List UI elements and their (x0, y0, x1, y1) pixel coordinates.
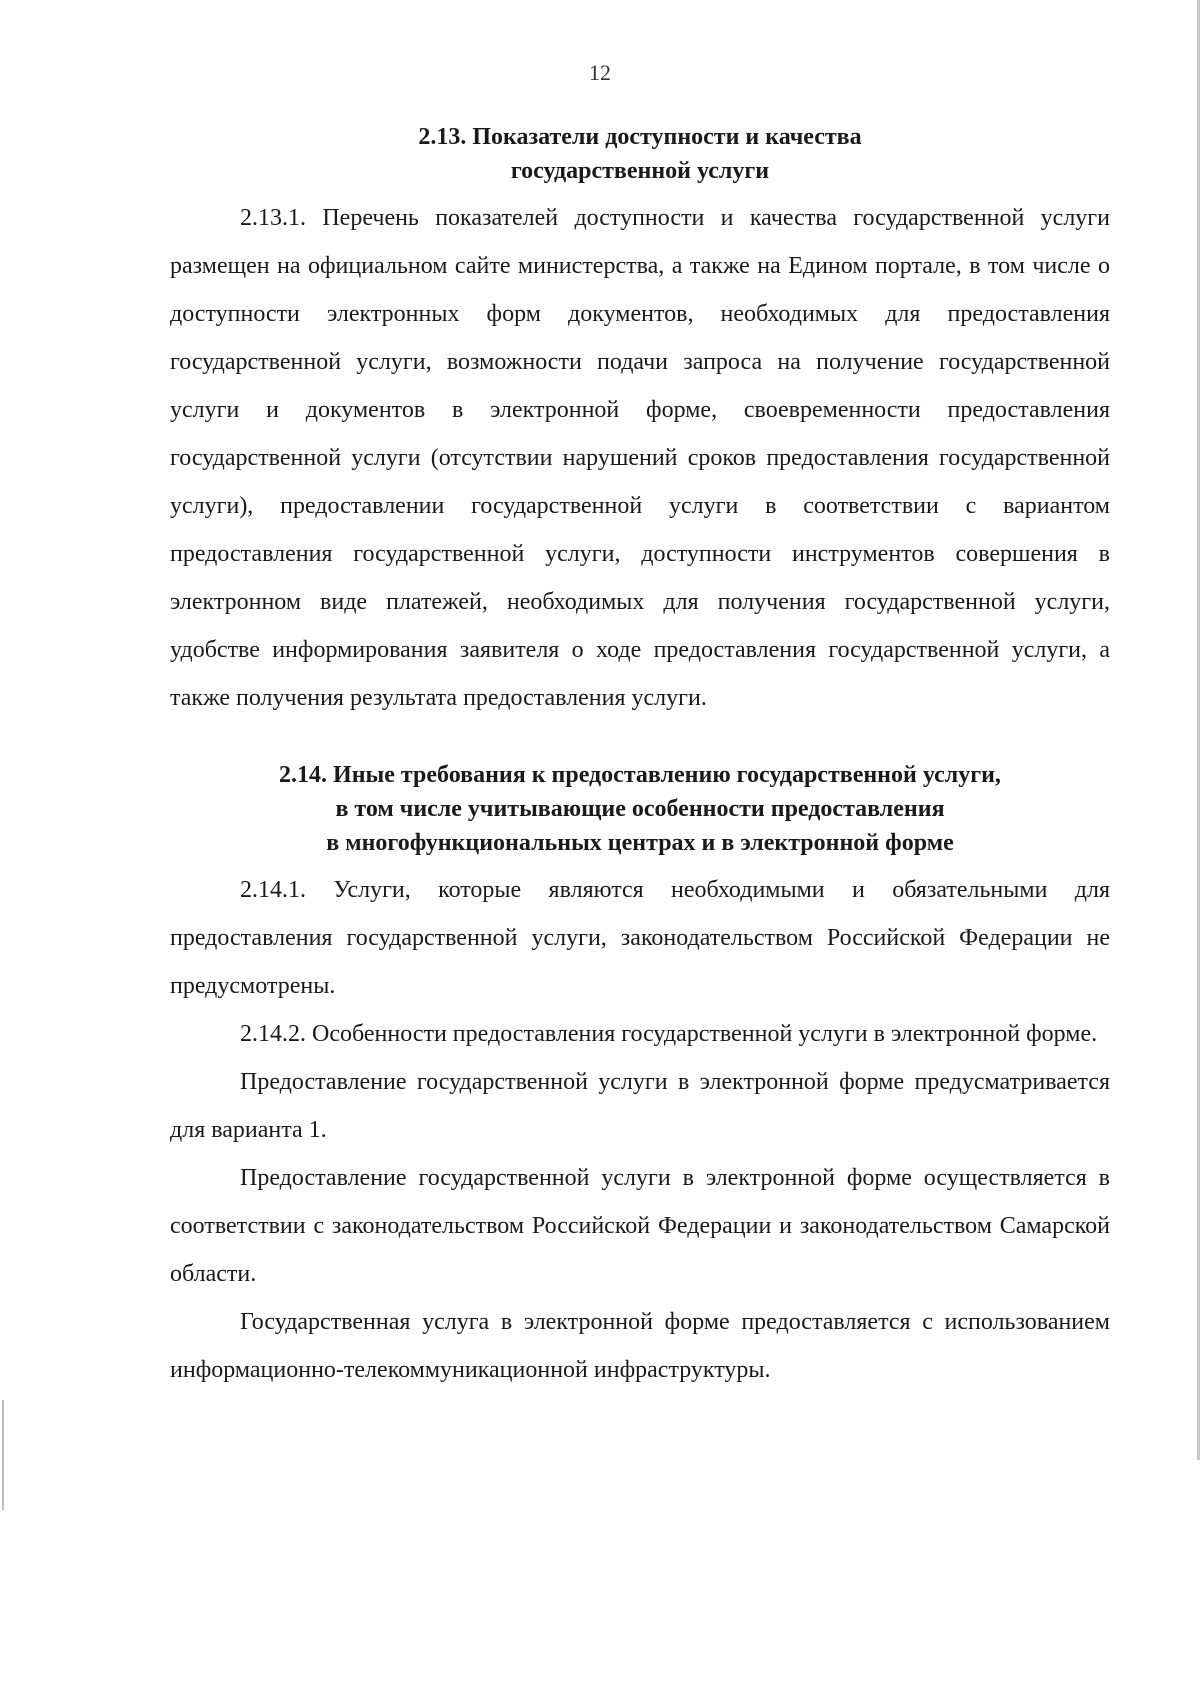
paragraph-2-14-2: 2.14.2. Особенности предоставления государственной услуги в электронной форме. (240, 1021, 1098, 1047)
paragraph-2-13-1: 2.13.1. Перечень показателей доступности и качества государственной услуги размещен на официальном сайте министерства, а также на Едином портале, в том числе о доступности электронных форм документов, необходимых для предоставления государственной услуги, возможности подачи запроса на получение государственной услуги и документов в электронной форме, своевременности предоставления государственной услуги (отсутствии нарушений сроков предоставления государственной услуги), предоставлении государственной услуги в соответствии с вариантом предоставления государственной услуги, доступности инструментов совершения в электронном виде платежей, необходимых для получения государственной услуги, удобстве информирования заявителя о ходе предоставления государственной услуги, а также получения результата предоставления услуги. (170, 205, 1110, 711)
page-number: 12 (589, 60, 611, 85)
section-2-13-title-line2: государственной услуги (510, 158, 770, 184)
section-2-13-title-line1: 2.13. Показатели доступности и качества (418, 124, 862, 150)
section-2-13-heading (170, 120, 1110, 188)
section-2-14-title-line1: 2.14. Иные требования к предоставлению государственной услуги, (279, 762, 1001, 788)
document-body (170, 120, 1110, 1394)
section-2-14-title-line2: в том числе учитывающие особенности предоставления (335, 796, 945, 822)
paragraph-infrastructure: Государственная услуга в электронной форме предоставляется с использованием информационно-телекоммуникационной инфраструктуры. (170, 1309, 1110, 1383)
paragraph-electronic-form-variant: Предоставление государственной услуги в электронной форме предусматривается для варианта 1. (170, 1069, 1110, 1143)
section-2-14-heading (170, 758, 1110, 860)
section-2-14-title-line3: в многофункциональных центрах и в электронной форме (326, 830, 954, 856)
scan-edge-left (2, 1400, 4, 1510)
paragraph-legislation: Предоставление государственной услуги в электронной форме осуществляется в соответствии с законодательством Российской Федерации и законодательством Самарской области. (170, 1165, 1110, 1287)
paragraph-2-14-1: 2.14.1. Услуги, которые являются необходимыми и обязательными для предоставления государственной услуги, законодательством Российской Федерации не предусмотрены. (170, 877, 1110, 999)
